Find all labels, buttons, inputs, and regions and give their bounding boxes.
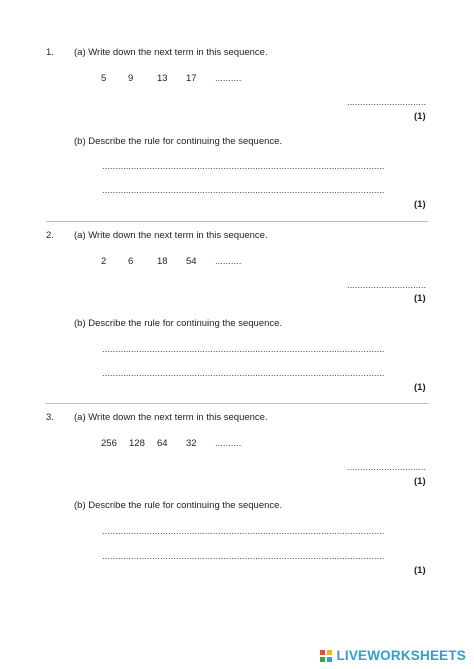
sequence-term: 18 — [157, 256, 168, 267]
section-divider — [46, 403, 428, 404]
rule-answer-line[interactable]: ........................................................................................................... — [102, 551, 385, 562]
sequence-term: 6 — [128, 256, 134, 267]
liveworksheets-logo-icon — [319, 649, 333, 663]
part-b-prompt: (b) Describe the rule for continuing the sequence. — [74, 500, 283, 511]
next-term-blank[interactable]: .......... — [215, 438, 242, 449]
question-number: 2. — [46, 230, 54, 241]
rule-answer-line[interactable]: ........................................................................................................... — [102, 161, 385, 172]
question-number: 1. — [46, 47, 54, 58]
marks-label: (1) — [414, 565, 426, 576]
sequence-term: 2 — [101, 256, 107, 267]
answer-line[interactable]: .............................. — [347, 280, 427, 291]
sequence-term: 17 — [186, 73, 197, 84]
sequence-term: 64 — [157, 438, 168, 449]
answer-line[interactable]: .............................. — [347, 97, 427, 108]
sequence-term: 54 — [186, 256, 197, 267]
rule-answer-line[interactable]: ........................................................................................................... — [102, 368, 385, 379]
marks-label: (1) — [414, 293, 426, 304]
sequence-term: 128 — [129, 438, 145, 449]
marks-label: (1) — [414, 199, 426, 210]
part-b-prompt: (b) Describe the rule for continuing the sequence. — [74, 136, 283, 147]
rule-answer-line[interactable]: ........................................................................................................... — [102, 344, 385, 355]
sequence-term: 5 — [101, 73, 107, 84]
sequence-term: 256 — [101, 438, 117, 449]
part-a-prompt: (a) Write down the next term in this sequence. — [74, 412, 268, 423]
sequence-term: 13 — [157, 73, 168, 84]
marks-label: (1) — [414, 476, 426, 487]
marks-label: (1) — [414, 111, 426, 122]
part-a-prompt: (a) Write down the next term in this sequence. — [74, 230, 268, 241]
answer-line[interactable]: .............................. — [347, 462, 427, 473]
next-term-blank[interactable]: .......... — [215, 256, 242, 267]
marks-label: (1) — [414, 382, 426, 393]
sequence-term: 32 — [186, 438, 197, 449]
part-a-prompt: (a) Write down the next term in this sequence. — [74, 47, 268, 58]
question-number: 3. — [46, 412, 54, 423]
sequence-term: 9 — [128, 73, 134, 84]
rule-answer-line[interactable]: ........................................................................................................... — [102, 185, 385, 196]
brand-text: LIVEWORKSHEETS — [336, 648, 466, 663]
rule-answer-line[interactable]: ........................................................................................................... — [102, 526, 385, 537]
liveworksheets-brand — [319, 648, 466, 663]
part-b-prompt: (b) Describe the rule for continuing the sequence. — [74, 318, 283, 329]
section-divider — [46, 221, 428, 222]
next-term-blank[interactable]: .......... — [215, 73, 242, 84]
